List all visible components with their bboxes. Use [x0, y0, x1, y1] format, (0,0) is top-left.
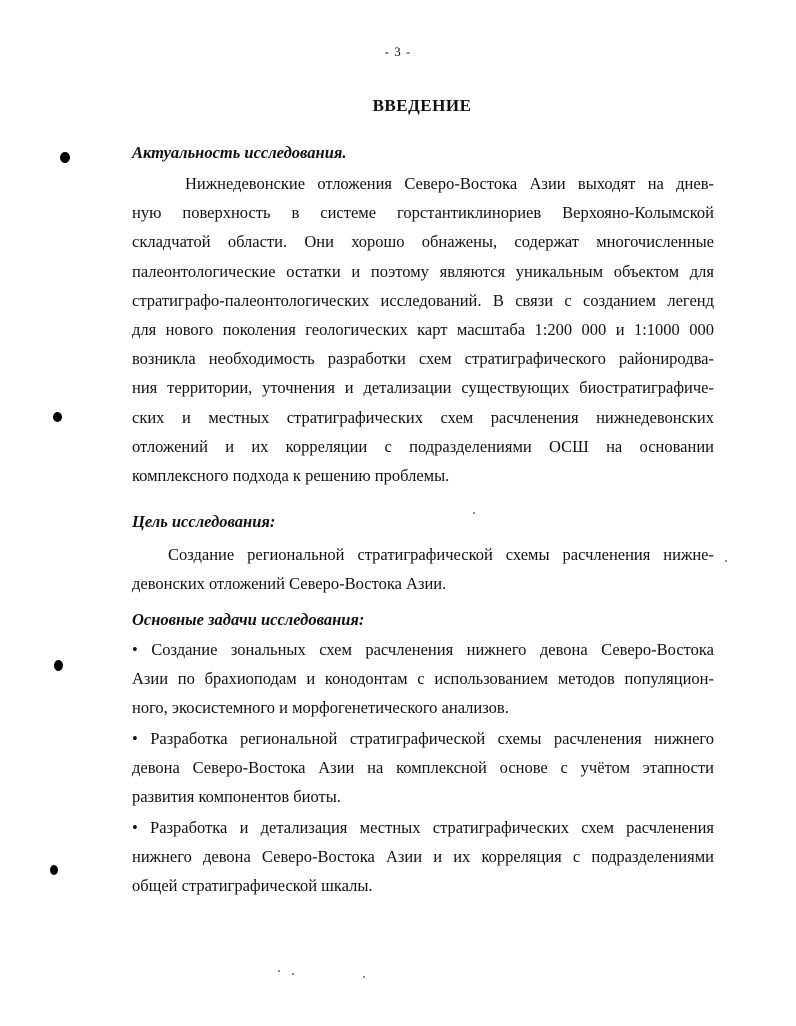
paragraph-line: Нижнедевонские отложения Северо-Востока Азии выходят на днев- [185, 174, 714, 193]
paragraph-line: Создание региональной стратиграфической схемы расчленения нижне- [168, 545, 714, 564]
list-item-line: общей стратиграфической шкалы. [132, 876, 373, 895]
paragraph-line: комплексного подхода к решению проблемы. [132, 466, 450, 485]
paragraph-line: стратиграфо-палеонтологических исследований. В связи с созданием легенд [132, 291, 714, 310]
scan-speck [473, 512, 475, 514]
list-item-line: развития компонентов биоты. [132, 787, 341, 806]
paragraph-line: складчатой области. Они хорошо обнажены, содержат многочисленные [132, 232, 714, 251]
section-heading-tasks: Основные задачи исследования: [132, 610, 365, 629]
list-item-line: • Разработка и детализация местных стратиграфических схем расчленения [132, 818, 714, 837]
binding-hole-mark [53, 412, 62, 422]
binding-hole-mark [54, 660, 63, 671]
list-item-line: ного, экосистемного и морфогенетического анализов. [132, 698, 509, 717]
section-heading-goal: Цель исследования: [132, 512, 276, 531]
list-item-line: • Разработка региональной стратиграфической схемы расчленения нижнего [132, 729, 714, 748]
paragraph-line: отложений и их корреляции с подразделениями ОСШ на основании [132, 437, 714, 456]
paragraph-line: ную поверхность в системе горстантиклинориев Верхояно-Колымской [132, 203, 714, 222]
list-item-line: Азии по брахиоподам и конодонтам с использованием методов популяцион- [132, 669, 714, 688]
paragraph-line: ния территории, уточнения и детализации существующих биостратиграфиче- [132, 378, 714, 397]
paragraph-line: возникла необходимость разработки схем стратиграфического райониродва- [132, 349, 714, 368]
paragraph-line: девонских отложений Северо-Востока Азии. [132, 574, 447, 593]
scan-speck [725, 560, 727, 562]
page-title: ВВЕДЕНИЕ [372, 96, 472, 115]
list-item-line: девона Северо-Востока Азии на комплексной основе с учётом этапности [132, 758, 714, 777]
section-heading-relevance: Актуальность исследования. [132, 143, 347, 162]
list-item-line: • Создание зональных схем расчленения нижнего девона Северо-Востока [132, 640, 714, 659]
paragraph-line: ских и местных стратиграфических схем расчленения нижнедевонских [132, 408, 714, 427]
scan-speck [363, 976, 365, 978]
paragraph-line: палеонтологические остатки и поэтому являются уникальным объектом для [132, 262, 714, 281]
list-item-line: нижнего девона Северо-Востока Азии и их корреляция с подразделениями [132, 847, 714, 866]
binding-hole-mark [50, 865, 58, 875]
scan-speck [278, 970, 280, 972]
paragraph-line: для нового поколения геологических карт масштаба 1:200 000 и 1:1000 000 [132, 320, 714, 339]
page-number: - 3 - [384, 44, 412, 59]
scan-speck [292, 973, 294, 975]
binding-hole-mark [60, 152, 70, 163]
